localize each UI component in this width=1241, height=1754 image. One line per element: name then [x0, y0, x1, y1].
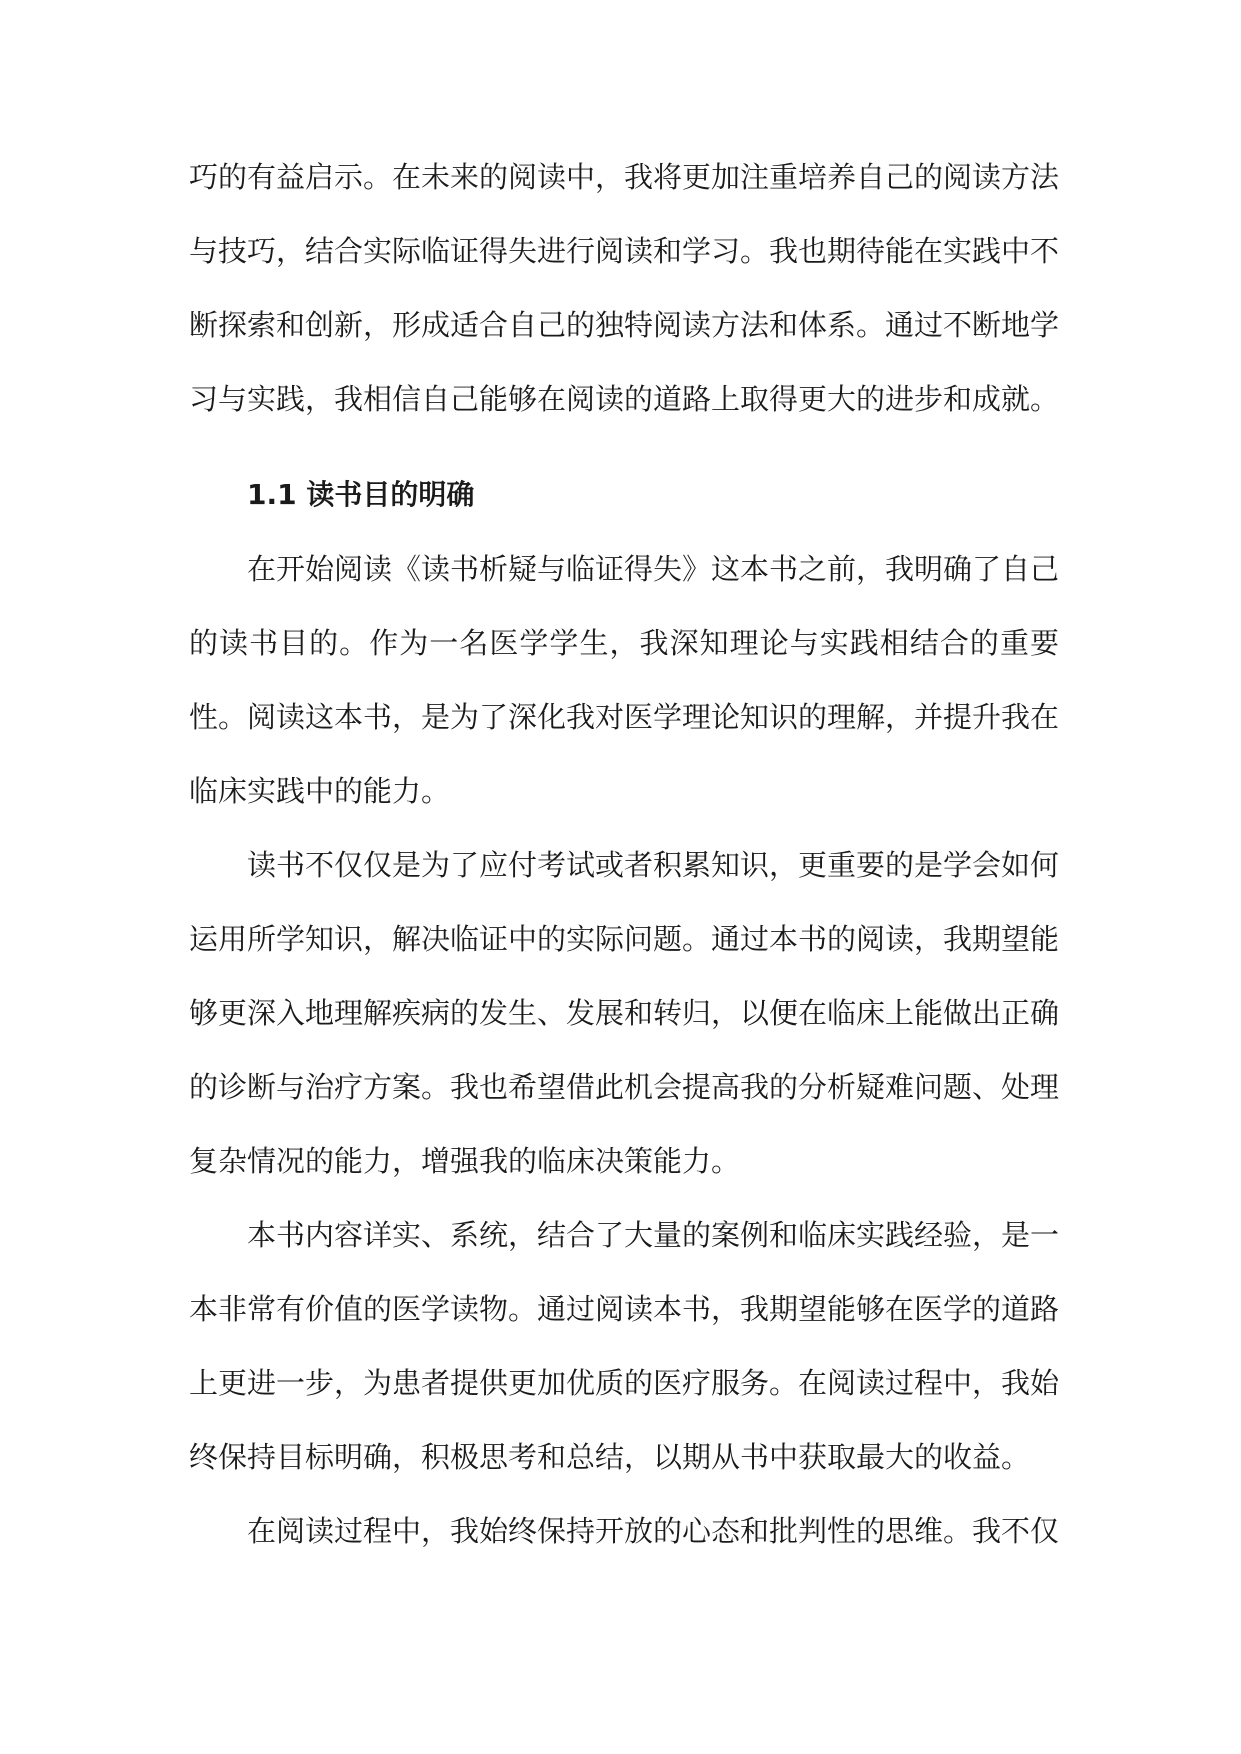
paragraph-book-value: 本书内容详实、系统，结合了大量的案例和临床实践经验，是一本非常有价值的医学读物。通过阅读本书，我期望能够在医学的道路上更进一步，为患者提供更加优质的医疗服务。在阅读过程中，我始终保持目标明确，积极思考和总结，以期从书中获取最大的收益。: [189, 1218, 1060, 1474]
section-heading: 1.1 读书目的明确: [247, 478, 475, 511]
section-spacer: [189, 436, 1059, 458]
document-body: [189, 140, 1059, 1568]
continued-paragraph: 巧的有益启示。在未来的阅读中，我将更加注重培养自己的阅读方法与技巧，结合实际临证得失进行阅读和学习。我也期待能在实践中不断探索和创新，形成适合自己的独特阅读方法和体系。通过不断地学习与实践，我相信自己能够在阅读的道路上取得更大的进步和成就。: [189, 160, 1060, 416]
paragraph-application: 读书不仅仅是为了应付考试或者积累知识，更重要的是学会如何运用所学知识，解决临证中的实际问题。通过本书的阅读，我期望能够更深入地理解疾病的发生、发展和转归，以便在临床上能做出正确的诊断与治疗方案。我也希望借此机会提高我的分析疑难问题、处理复杂情况的能力，增强我的临床决策能力。: [189, 848, 1060, 1178]
paragraph-purpose: 在开始阅读《读书析疑与临证得失》这本书之前，我明确了自己的读书目的。作为一名医学学生，我深知理论与实践相结合的重要性。阅读这本书，是为了深化我对医学理论知识的理解，并提升我在临床实践中的能力。: [189, 552, 1060, 808]
paragraph-open-mind: 在阅读过程中，我始终保持开放的心态和批判性的思维。我不仅: [247, 1514, 1060, 1548]
